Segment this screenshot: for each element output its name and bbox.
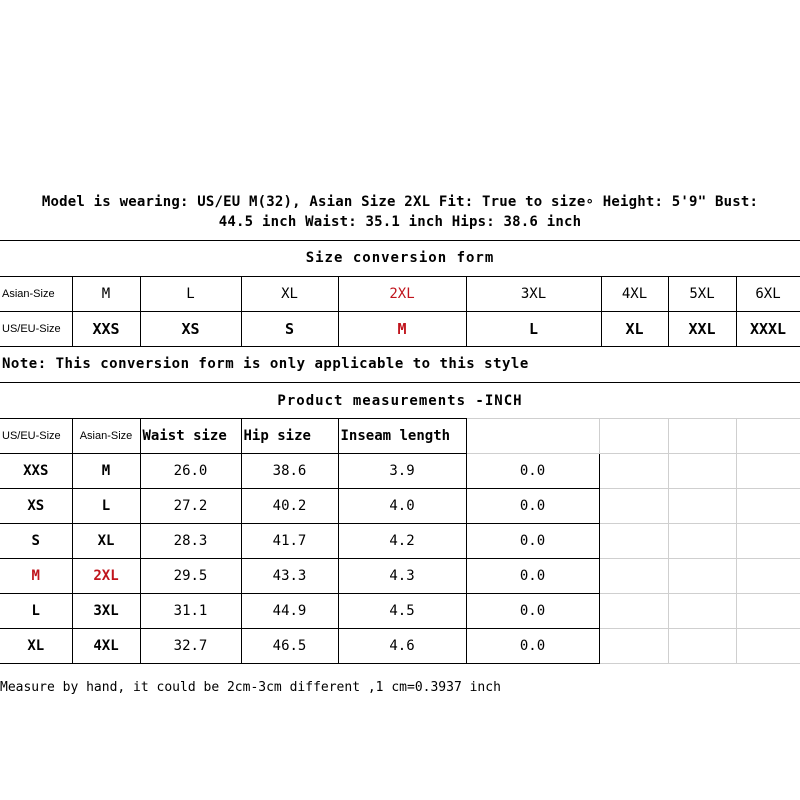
waist-cell: 28.3: [140, 524, 241, 559]
measurements-title: Product measurements -INCH: [277, 393, 523, 409]
empty-cell: [736, 559, 800, 594]
empty-cell: [668, 524, 736, 559]
empty-cell: [599, 559, 668, 594]
hip-cell: 38.6: [241, 454, 338, 489]
hip-cell: 43.3: [241, 559, 338, 594]
empty-cell: [599, 419, 668, 454]
measurement-row: [0, 524, 800, 559]
us-size-cell: XS: [0, 489, 72, 524]
empty-cell: [599, 454, 668, 489]
asian-size-cell: XL: [72, 524, 140, 559]
asian-size-cell: 3XL: [466, 277, 601, 312]
divider: [0, 382, 800, 383]
model-info-line-2: 44.5 inch Waist: 35.1 inch Hips: 38.6 inch: [218, 214, 582, 230]
empty-cell: [668, 419, 736, 454]
empty-cell: [736, 454, 800, 489]
us-size-cell-highlighted: M: [338, 312, 466, 347]
us-size-cell: S: [0, 524, 72, 559]
divider: [0, 240, 800, 241]
header-waist-size: Waist size: [140, 419, 241, 454]
asian-size-cell: L: [72, 489, 140, 524]
measurement-row: [0, 594, 800, 629]
empty-cell: [668, 454, 736, 489]
header-asian-size: Asian-Size: [72, 419, 140, 454]
waist-cell: 26.0: [140, 454, 241, 489]
extra-value-cell: 0.0: [466, 559, 599, 594]
empty-cell: [668, 559, 736, 594]
waist-cell: 31.1: [140, 594, 241, 629]
us-size-cell: M: [0, 559, 72, 594]
hip-cell: 46.5: [241, 629, 338, 664]
conversion-form-title: Size conversion form: [305, 250, 495, 266]
us-size-cell: XXL: [668, 312, 736, 347]
asian-size-cell-highlighted: 2XL: [338, 277, 466, 312]
asian-size-cell: 4XL: [601, 277, 668, 312]
waist-cell: 27.2: [140, 489, 241, 524]
asian-size-cell: XL: [241, 277, 338, 312]
empty-cell: [668, 594, 736, 629]
empty-cell: [668, 489, 736, 524]
asian-size-cell: 4XL: [72, 629, 140, 664]
us-size-cell: L: [466, 312, 601, 347]
asian-size-cell: 5XL: [668, 277, 736, 312]
header-us-size: US/EU-Size: [0, 419, 72, 454]
asian-size-cell: M: [72, 277, 140, 312]
asian-size-cell: 6XL: [736, 277, 800, 312]
measure-disclaimer: Measure by hand, it could be 2cm-3cm different ,1 cm=0.3937 inch: [0, 680, 501, 695]
asian-size-row: [0, 277, 800, 312]
model-info-note: [0, 192, 800, 232]
hip-cell: 40.2: [241, 489, 338, 524]
measurement-row: [0, 559, 800, 594]
waist-cell: 29.5: [140, 559, 241, 594]
asian-size-cell: 2XL: [72, 559, 140, 594]
empty-cell: [599, 489, 668, 524]
empty-cell: [599, 594, 668, 629]
inseam-cell: 4.5: [338, 594, 466, 629]
extra-value-cell: 0.0: [466, 594, 599, 629]
measurement-row: [0, 489, 800, 524]
hip-cell: 41.7: [241, 524, 338, 559]
us-size-cell: XXS: [72, 312, 140, 347]
header-inseam-length: Inseam length: [338, 419, 466, 454]
measurements-header-row: [0, 419, 800, 454]
empty-cell: [736, 594, 800, 629]
measurement-row: [0, 454, 800, 489]
model-info-line-1: Model is wearing: US/EU M(32), Asian Size 2XL Fit: True to size∘ Height: 5'9" Bust:: [41, 194, 759, 210]
measurements-table: [0, 418, 800, 664]
us-size-cell: L: [0, 594, 72, 629]
waist-cell: 32.7: [140, 629, 241, 664]
extra-value-cell: 0.0: [466, 629, 599, 664]
header-hip-size: Hip size: [241, 419, 338, 454]
empty-cell: [736, 524, 800, 559]
size-conversion-table: [0, 276, 800, 347]
asian-size-cell: L: [140, 277, 241, 312]
extra-value-cell: 0.0: [466, 489, 599, 524]
hip-cell: 44.9: [241, 594, 338, 629]
asian-size-cell: 3XL: [72, 594, 140, 629]
measurement-row: [0, 629, 800, 664]
inseam-cell: 4.6: [338, 629, 466, 664]
us-size-cell: XXS: [0, 454, 72, 489]
us-size-cell: XS: [140, 312, 241, 347]
empty-cell: [736, 419, 800, 454]
extra-value-cell: 0.0: [466, 454, 599, 489]
empty-cell: [599, 629, 668, 664]
asian-size-label: Asian-Size: [0, 277, 72, 312]
inseam-cell: 4.2: [338, 524, 466, 559]
us-size-cell: XL: [0, 629, 72, 664]
us-size-cell: XL: [601, 312, 668, 347]
us-size-label: US/EU-Size: [0, 312, 72, 347]
extra-value-cell: 0.0: [466, 524, 599, 559]
empty-cell: [736, 629, 800, 664]
inseam-cell: 4.3: [338, 559, 466, 594]
empty-cell: [668, 629, 736, 664]
empty-cell: [466, 419, 599, 454]
empty-cell: [599, 524, 668, 559]
measurements-body: [0, 454, 800, 664]
us-size-cell: S: [241, 312, 338, 347]
style-note: Note: This conversion form is only applicable to this style: [2, 356, 529, 372]
us-size-cell: XXXL: [736, 312, 800, 347]
inseam-cell: 3.9: [338, 454, 466, 489]
us-size-row: [0, 312, 800, 347]
empty-cell: [736, 489, 800, 524]
inseam-cell: 4.0: [338, 489, 466, 524]
asian-size-cell: M: [72, 454, 140, 489]
